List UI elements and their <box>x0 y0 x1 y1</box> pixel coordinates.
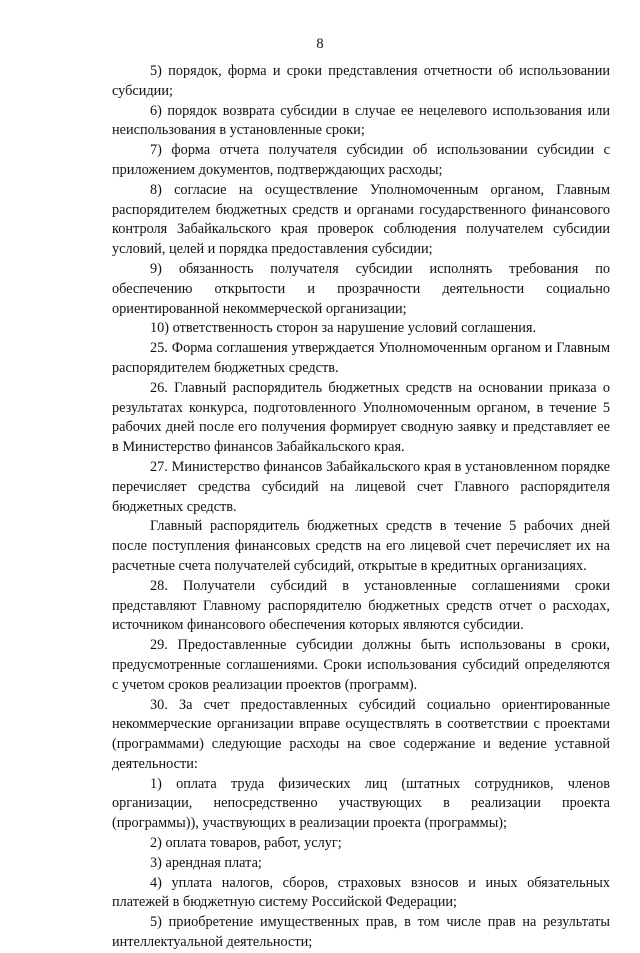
paragraph-item-9-transparency: 9) обязанность получателя субсидии исполнять требования по обеспечению открытости и прозрачности деятельности социально ориентированной некоммерческой организации; <box>112 260 610 317</box>
paragraph-clause-25: 25. Форма соглашения утверждается Уполномоченным органом и Главным распорядителем бюджетных средств. <box>112 340 610 376</box>
paragraph-clause-27: 27. Министерство финансов Забайкальского края в установленном порядке перечисляет средства субсидий на лицевой счет Главного распорядителя бюджетных средств. <box>112 458 610 515</box>
paragraph-expense-4-taxes: 4) уплата налогов, сборов, страховых взносов и иных обязательных платежей в бюджетную систему Российской Федерации; <box>112 874 610 911</box>
paragraph-clause-27-transfer: Главный распорядитель бюджетных средств в течение 5 рабочих дней после поступления финансовых средств на его лицевой счет перечисляет их на расчетные счета получателей субсидий, открытые в кредитных организациях. <box>112 518 610 574</box>
paragraph-item-6-refund: 6) порядок возврата субсидии в случае ее нецелевого использования или неиспользования в установленные сроки; <box>112 102 610 139</box>
page-number: 8 <box>316 36 324 52</box>
paragraph-clause-30: 30. За счет предоставленных субсидий социально ориентированные некоммерческие организации вправе осуществлять в соответствии с проектами (программами) следующие расходы на свое содержание и ведение уставной деятельности: <box>112 696 610 772</box>
document-body <box>112 62 610 953</box>
paragraph-clause-29: 29. Предоставленные субсидии должны быть использованы в сроки, предусмотренные соглашениями. Сроки использования субсидий определяются с учетом сроков реализации проектов (программ). <box>112 637 610 693</box>
paragraph-item-5-reporting: 5) порядок, форма и сроки представления отчетности об использовании субсидии; <box>112 63 610 99</box>
paragraph-item-8-consent: 8) согласие на осуществление Уполномоченным органом, Главным распорядителем бюджетных средств и органами государственного финансового контроля Забайкальского края проверок соблюдения получателем субсидии условий, целей и порядка предоставления субсидии; <box>112 181 610 258</box>
paragraph-item-7-report-form: 7) форма отчета получателя субсидии об использовании субсидии с приложением документов, подтверждающих расходы; <box>112 142 610 178</box>
paragraph-expense-2-goods: 2) оплата товаров, работ, услуг; <box>150 835 342 852</box>
paragraph-clause-26: 26. Главный распорядитель бюджетных средств на основании приказа о результатах конкурса, подготовленного Уполномоченным органом, в течение 5 рабочих дней после его получения формирует сводную заявку и представляет ее в Министерство финансов Забайкальского края. <box>112 379 610 456</box>
paragraph-expense-1-wages: 1) оплата труда физических лиц (штатных сотрудников, членов организации, непосредственно участвующих в реализации проекта (программы)), участвующих в реализации проекта (программы); <box>112 775 610 832</box>
paragraph-expense-3-rent: 3) арендная плата; <box>150 854 262 871</box>
paragraph-item-10-liability: 10) ответственность сторон за нарушение условий соглашения. <box>150 320 537 337</box>
paragraph-clause-28: 28. Получатели субсидий в установленные соглашениями сроки представляют Главному распорядителю бюджетных средств отчет о расходах, источником финансового обеспечения которых являются субсидии. <box>112 577 610 634</box>
paragraph-expense-5-property-rights: 5) приобретение имущественных прав, в том числе прав на результаты интеллектуальной деятельности; <box>112 914 610 951</box>
